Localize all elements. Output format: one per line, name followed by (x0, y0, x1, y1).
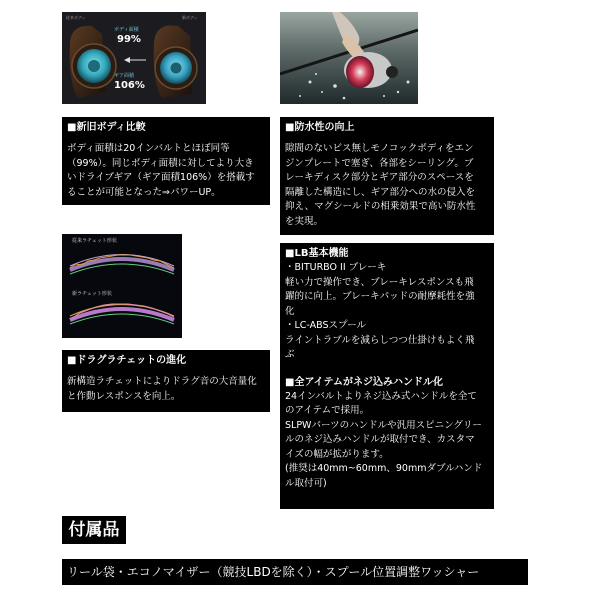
screw-handle-text (285, 390, 489, 492)
label-new-ratchet: 新ラチェット形状 (72, 291, 112, 297)
text-line: ボディ面積は20インバルトとほぼ同等 (67, 143, 230, 154)
lb-features-box (280, 243, 494, 509)
text-line: を実現。 (285, 215, 324, 227)
text-line: (推奨は40mm~60mm、90mmダブルハンド (285, 463, 483, 474)
text-line: ル取付可) (285, 477, 327, 489)
drag-ratchet-title: ■ドラグラチェットの進化 (67, 355, 187, 366)
body-comparison-text (67, 142, 265, 200)
body-comparison-photo (62, 12, 206, 104)
drag-ratchet-text (67, 375, 265, 404)
lb-features-text (285, 261, 489, 363)
lb-features-title: ■LB基本機能 (285, 248, 349, 259)
body-comparison-box (62, 117, 270, 205)
body-area-caption: ボディ面積 (114, 27, 139, 33)
text-line: 隔離した構造にし、ギア部分への水の侵入を (285, 186, 476, 198)
text-line: いドライブギア（ギア面積106%）を搭載す (67, 172, 255, 183)
waterproof-photo (280, 12, 418, 104)
body-area-value: 99% (117, 34, 141, 45)
text-line: ることが可能となった⇒パワーUP。 (67, 186, 221, 198)
label-old-body: 従来ボディ (66, 15, 86, 20)
text-line: イズの幅が拡がります。 (285, 448, 389, 460)
waterproof-title: ■防水性の向上 (285, 122, 355, 133)
reel-splash-illustration (280, 12, 418, 104)
ratchet-shape-image (62, 234, 182, 338)
text-line: ライントラブルを減らしつつ仕掛けもよく飛 (285, 334, 475, 346)
text-line: レーキディスク部分とギア部分のスペースを (285, 172, 474, 183)
accessories-list: リール袋・エコノマイザー（競技LBDを除く）・スプール位置調整ワッシャー (62, 559, 528, 585)
ratchet-shape-diagram (62, 234, 182, 338)
text-line: ルのネジ込みハンドルが取付でき、カスタマ (285, 434, 475, 445)
waterproof-box (280, 117, 494, 235)
waterproof-text (285, 142, 489, 229)
text-line: 化 (285, 305, 295, 317)
body-comparison-title: ■新旧ボディ比較 (67, 122, 146, 133)
text-line: ・BITURBO II ブレーキ (285, 262, 387, 273)
text-line: 新構造ラチェットによりドラグ音の大音量化 (67, 376, 257, 387)
label-old-ratchet: 従来ラチェット形状 (72, 238, 117, 244)
text-line: ぶ (285, 349, 295, 360)
text-line: 隙間のないビス無しモノコックボディをエン (285, 143, 474, 154)
text-line: 軽い力で操作でき、ブレーキレスポンスも飛 (285, 276, 474, 288)
gear-area-value: 106% (114, 80, 145, 91)
text-line: （99%）。同じボディ面積に対してより大き (67, 157, 254, 169)
label-new-body: 新ボディ (182, 15, 198, 20)
text-line: と作動レスポンスを向上。 (67, 390, 181, 402)
text-line: ・LC-ABSスプール (285, 320, 367, 331)
text-line: 抑え、マグシールドの相乗効果で高い防水性 (285, 201, 476, 212)
text-line: 躍的に向上。ブレーキパッドの耐摩耗性を強 (285, 291, 475, 302)
text-line: のアイテムで採用。 (285, 405, 370, 416)
accessories-heading: 付属品 (62, 516, 126, 544)
gear-area-caption: ギア面積 (114, 73, 135, 79)
text-line: SLPWパーツのハンドルや汎用スピニングリー (285, 419, 482, 431)
text-line: 24インバルトよりネジ込み式ハンドルを全て (285, 390, 477, 402)
text-line: ジンプレートで塞ぎ、各部をシーリング。ブ (285, 157, 474, 169)
screw-handle-title: ■全アイテムがネジ込みハンドル化 (285, 376, 444, 388)
drag-ratchet-box (62, 350, 270, 412)
